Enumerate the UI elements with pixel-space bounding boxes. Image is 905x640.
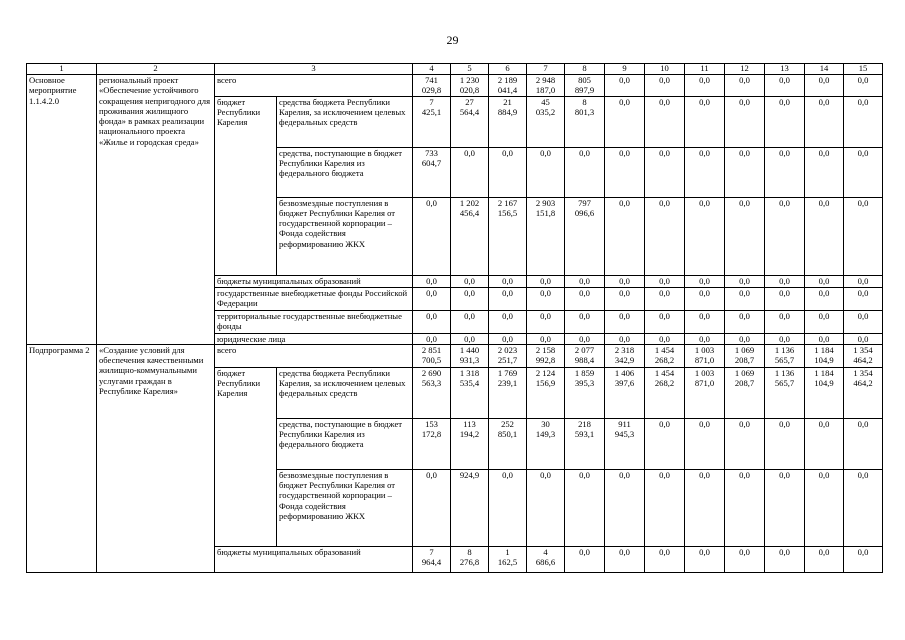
value-cell: 1 440 931,3 [451, 344, 489, 367]
value-cell: 0,0 [685, 287, 725, 310]
value-cell: 0,0 [605, 310, 645, 333]
value-cell: 0,0 [685, 96, 725, 147]
value-cell: 0,0 [413, 287, 451, 310]
funding-source-cell: государственные внебюджетные фонды Российской Федерации [215, 287, 413, 310]
value-cell: 0,0 [765, 75, 805, 97]
table-row [27, 344, 883, 367]
value-cell: 805 897,9 [565, 75, 605, 97]
value-cell: 0,0 [645, 275, 685, 287]
value-cell: 45 035,2 [527, 96, 565, 147]
value-cell: 0,0 [765, 147, 805, 197]
value-cell: 0,0 [765, 418, 805, 469]
value-cell: 0,0 [725, 147, 765, 197]
value-cell: 0,0 [451, 310, 489, 333]
value-cell: 2 077 988,4 [565, 344, 605, 367]
value-cell: 924,9 [451, 469, 489, 546]
program-name-cell: Подпрограмма 2 [27, 344, 97, 572]
value-cell: 0,0 [413, 333, 451, 344]
header-cell: 10 [645, 64, 685, 75]
value-cell: 0,0 [805, 333, 844, 344]
value-cell: 1 859 395,3 [565, 367, 605, 418]
value-cell: 0,0 [844, 287, 883, 310]
value-cell: 0,0 [527, 275, 565, 287]
value-cell: 0,0 [805, 310, 844, 333]
value-cell: 218 593,1 [565, 418, 605, 469]
header-row [27, 64, 883, 75]
funding-source-cell: средства, поступающие в бюджет Республики Карелия из федерального бюджета [277, 418, 413, 469]
value-cell: 0,0 [645, 96, 685, 147]
value-cell: 0,0 [645, 418, 685, 469]
value-cell: 0,0 [844, 147, 883, 197]
value-cell: 0,0 [565, 469, 605, 546]
funding-source-cell: всего [215, 344, 413, 367]
value-cell: 0,0 [605, 333, 645, 344]
value-cell: 0,0 [605, 75, 645, 97]
header-cell: 8 [565, 64, 605, 75]
value-cell: 0,0 [605, 469, 645, 546]
budget-table [26, 63, 883, 573]
value-cell: 0,0 [805, 469, 844, 546]
value-cell: 1 136 565,7 [765, 367, 805, 418]
funding-source-cell: средства бюджета Республики Карелия, за исключением целевых федеральных средств [277, 96, 413, 147]
value-cell: 0,0 [685, 469, 725, 546]
value-cell: 0,0 [451, 275, 489, 287]
value-cell: 7 964,4 [413, 546, 451, 572]
value-cell: 0,0 [765, 469, 805, 546]
funding-source-cell: территориальные государственные внебюджетные фонды [215, 310, 413, 333]
value-cell: 0,0 [844, 418, 883, 469]
value-cell: 0,0 [844, 197, 883, 275]
program-name-cell: Основное мероприятие 1.1.4.2.0 [27, 75, 97, 345]
value-cell: 0,0 [685, 197, 725, 275]
value-cell: 30 149,3 [527, 418, 565, 469]
value-cell: 1 230 020,8 [451, 75, 489, 97]
page-number: 29 [446, 33, 459, 47]
header-cell: 12 [725, 64, 765, 75]
value-cell: 0,0 [844, 333, 883, 344]
funding-source-cell: юридические лица [215, 333, 413, 344]
value-cell: 0,0 [765, 197, 805, 275]
value-cell: 0,0 [527, 147, 565, 197]
value-cell: 0,0 [413, 310, 451, 333]
value-cell: 0,0 [805, 287, 844, 310]
value-cell: 0,0 [489, 147, 527, 197]
value-cell: 0,0 [645, 310, 685, 333]
value-cell: 0,0 [805, 275, 844, 287]
value-cell: 0,0 [605, 275, 645, 287]
value-cell: 0,0 [805, 418, 844, 469]
value-cell: 0,0 [451, 287, 489, 310]
value-cell: 0,0 [844, 75, 883, 97]
value-cell: 2 318 342,9 [605, 344, 645, 367]
value-cell: 2 124 156,9 [527, 367, 565, 418]
funding-source-cell: бюджеты муниципальных образований [215, 546, 413, 572]
value-cell: 0,0 [565, 275, 605, 287]
value-cell: 1 454 268,2 [645, 344, 685, 367]
value-cell: 0,0 [489, 310, 527, 333]
value-cell: 1 003 871,0 [685, 367, 725, 418]
value-cell: 1 162,5 [489, 546, 527, 572]
value-cell: 0,0 [765, 287, 805, 310]
value-cell: 0,0 [685, 75, 725, 97]
value-cell: 0,0 [844, 310, 883, 333]
value-cell: 0,0 [765, 333, 805, 344]
header-cell: 5 [451, 64, 489, 75]
value-cell: 0,0 [605, 197, 645, 275]
value-cell: 0,0 [527, 287, 565, 310]
value-cell: 1 069 208,7 [725, 367, 765, 418]
value-cell: 0,0 [451, 333, 489, 344]
funding-source-cell: безвозмездные поступления в бюджет Республики Карелия от государственной корпорации – Фонда содействия реформированию ЖКХ [277, 197, 413, 275]
header-cell: 13 [765, 64, 805, 75]
value-cell: 8 801,3 [565, 96, 605, 147]
value-cell: 153 172,8 [413, 418, 451, 469]
value-cell: 0,0 [725, 469, 765, 546]
value-cell: 8 276,8 [451, 546, 489, 572]
value-cell: 0,0 [605, 147, 645, 197]
value-cell: 0,0 [565, 333, 605, 344]
value-cell: 0,0 [805, 197, 844, 275]
value-cell: 0,0 [685, 418, 725, 469]
value-cell: 1 354 464,2 [844, 367, 883, 418]
funding-source-cell: всего [215, 75, 413, 97]
value-cell: 1 003 871,0 [685, 344, 725, 367]
value-cell: 1 454 268,2 [645, 367, 685, 418]
value-cell: 741 029,8 [413, 75, 451, 97]
value-cell: 0,0 [725, 197, 765, 275]
value-cell: 0,0 [685, 546, 725, 572]
header-cell: 11 [685, 64, 725, 75]
program-description-cell: региональный проект «Обеспечение устойчивого сокращения непригодного для проживания жилищного фонда» в рамках реализации национального проекта «Жилье и городская среда» [97, 75, 215, 345]
value-cell: 0,0 [765, 310, 805, 333]
value-cell: 2 851 700,5 [413, 344, 451, 367]
value-cell: 2 690 563,3 [413, 367, 451, 418]
value-cell: 0,0 [844, 546, 883, 572]
value-cell: 0,0 [645, 333, 685, 344]
value-cell: 0,0 [805, 147, 844, 197]
table-row [27, 75, 883, 97]
budget-rk-cell: бюджет Республики Карелия [215, 367, 277, 546]
header-cell: 4 [413, 64, 451, 75]
funding-source-cell: бюджеты муниципальных образований [215, 275, 413, 287]
value-cell: 0,0 [725, 96, 765, 147]
header-cell: 9 [605, 64, 645, 75]
funding-source-cell: средства бюджета Республики Карелия, за исключением целевых федеральных средств [277, 367, 413, 418]
value-cell: 0,0 [527, 469, 565, 546]
value-cell: 1 354 464,2 [844, 344, 883, 367]
value-cell: 1 136 565,7 [765, 344, 805, 367]
value-cell: 0,0 [765, 96, 805, 147]
value-cell: 0,0 [565, 147, 605, 197]
value-cell: 1 769 239,1 [489, 367, 527, 418]
value-cell: 0,0 [565, 546, 605, 572]
value-cell: 0,0 [805, 546, 844, 572]
value-cell: 0,0 [844, 96, 883, 147]
value-cell: 1 318 535,4 [451, 367, 489, 418]
value-cell: 2 189 041,4 [489, 75, 527, 97]
funding-source-cell: средства, поступающие в бюджет Республики Карелия из федерального бюджета [277, 147, 413, 197]
value-cell: 0,0 [605, 96, 645, 147]
header-cell: 1 [27, 64, 97, 75]
value-cell: 0,0 [725, 333, 765, 344]
value-cell: 0,0 [844, 469, 883, 546]
value-cell: 0,0 [685, 333, 725, 344]
budget-rk-cell: бюджет Республики Карелия [215, 96, 277, 275]
value-cell: 2 948 187,0 [527, 75, 565, 97]
value-cell: 0,0 [605, 546, 645, 572]
value-cell: 0,0 [527, 333, 565, 344]
value-cell: 2 023 251,7 [489, 344, 527, 367]
value-cell: 2 158 992,8 [527, 344, 565, 367]
value-cell: 252 850,1 [489, 418, 527, 469]
value-cell: 0,0 [489, 469, 527, 546]
value-cell: 733 604,7 [413, 147, 451, 197]
value-cell: 0,0 [489, 333, 527, 344]
value-cell: 0,0 [413, 197, 451, 275]
header-cell: 15 [844, 64, 883, 75]
value-cell: 0,0 [685, 310, 725, 333]
header-cell: 6 [489, 64, 527, 75]
value-cell: 0,0 [765, 546, 805, 572]
value-cell: 0,0 [685, 275, 725, 287]
value-cell: 0,0 [645, 147, 685, 197]
value-cell: 0,0 [725, 310, 765, 333]
value-cell: 1 184 104,9 [805, 344, 844, 367]
value-cell: 27 564,4 [451, 96, 489, 147]
value-cell: 0,0 [805, 96, 844, 147]
value-cell: 1 202 456,4 [451, 197, 489, 275]
value-cell: 0,0 [685, 147, 725, 197]
value-cell: 113 194,2 [451, 418, 489, 469]
value-cell: 0,0 [645, 197, 685, 275]
header-cell: 7 [527, 64, 565, 75]
value-cell: 0,0 [645, 469, 685, 546]
value-cell: 2 903 151,8 [527, 197, 565, 275]
value-cell: 0,0 [844, 275, 883, 287]
header-cell: 3 [215, 64, 413, 75]
value-cell: 0,0 [565, 287, 605, 310]
value-cell: 0,0 [725, 75, 765, 97]
value-cell: 0,0 [489, 287, 527, 310]
value-cell: 0,0 [413, 469, 451, 546]
header-cell: 2 [97, 64, 215, 75]
value-cell: 0,0 [725, 546, 765, 572]
program-description-cell: «Создание условий для обеспечения качественными жилищно-коммунальными услугами граждан в Республике Карелия» [97, 344, 215, 572]
value-cell: 911 945,3 [605, 418, 645, 469]
value-cell: 2 167 156,5 [489, 197, 527, 275]
value-cell: 0,0 [565, 310, 605, 333]
value-cell: 0,0 [765, 275, 805, 287]
value-cell: 0,0 [725, 418, 765, 469]
value-cell: 0,0 [645, 75, 685, 97]
header-cell: 14 [805, 64, 844, 75]
value-cell: 1 069 208,7 [725, 344, 765, 367]
value-cell: 21 884,9 [489, 96, 527, 147]
value-cell: 0,0 [645, 287, 685, 310]
funding-source-cell: безвозмездные поступления в бюджет Республики Карелия от государственной корпорации – Фонда содействия реформированию ЖКХ [277, 469, 413, 546]
value-cell: 4 686,6 [527, 546, 565, 572]
value-cell: 0,0 [645, 546, 685, 572]
value-cell: 7 425,1 [413, 96, 451, 147]
value-cell: 0,0 [725, 275, 765, 287]
value-cell: 797 096,6 [565, 197, 605, 275]
value-cell: 0,0 [725, 287, 765, 310]
value-cell: 1 184 104,9 [805, 367, 844, 418]
value-cell: 0,0 [605, 287, 645, 310]
value-cell: 0,0 [451, 147, 489, 197]
value-cell: 0,0 [805, 75, 844, 97]
value-cell: 0,0 [413, 275, 451, 287]
value-cell: 1 406 397,6 [605, 367, 645, 418]
value-cell: 0,0 [489, 275, 527, 287]
value-cell: 0,0 [527, 310, 565, 333]
